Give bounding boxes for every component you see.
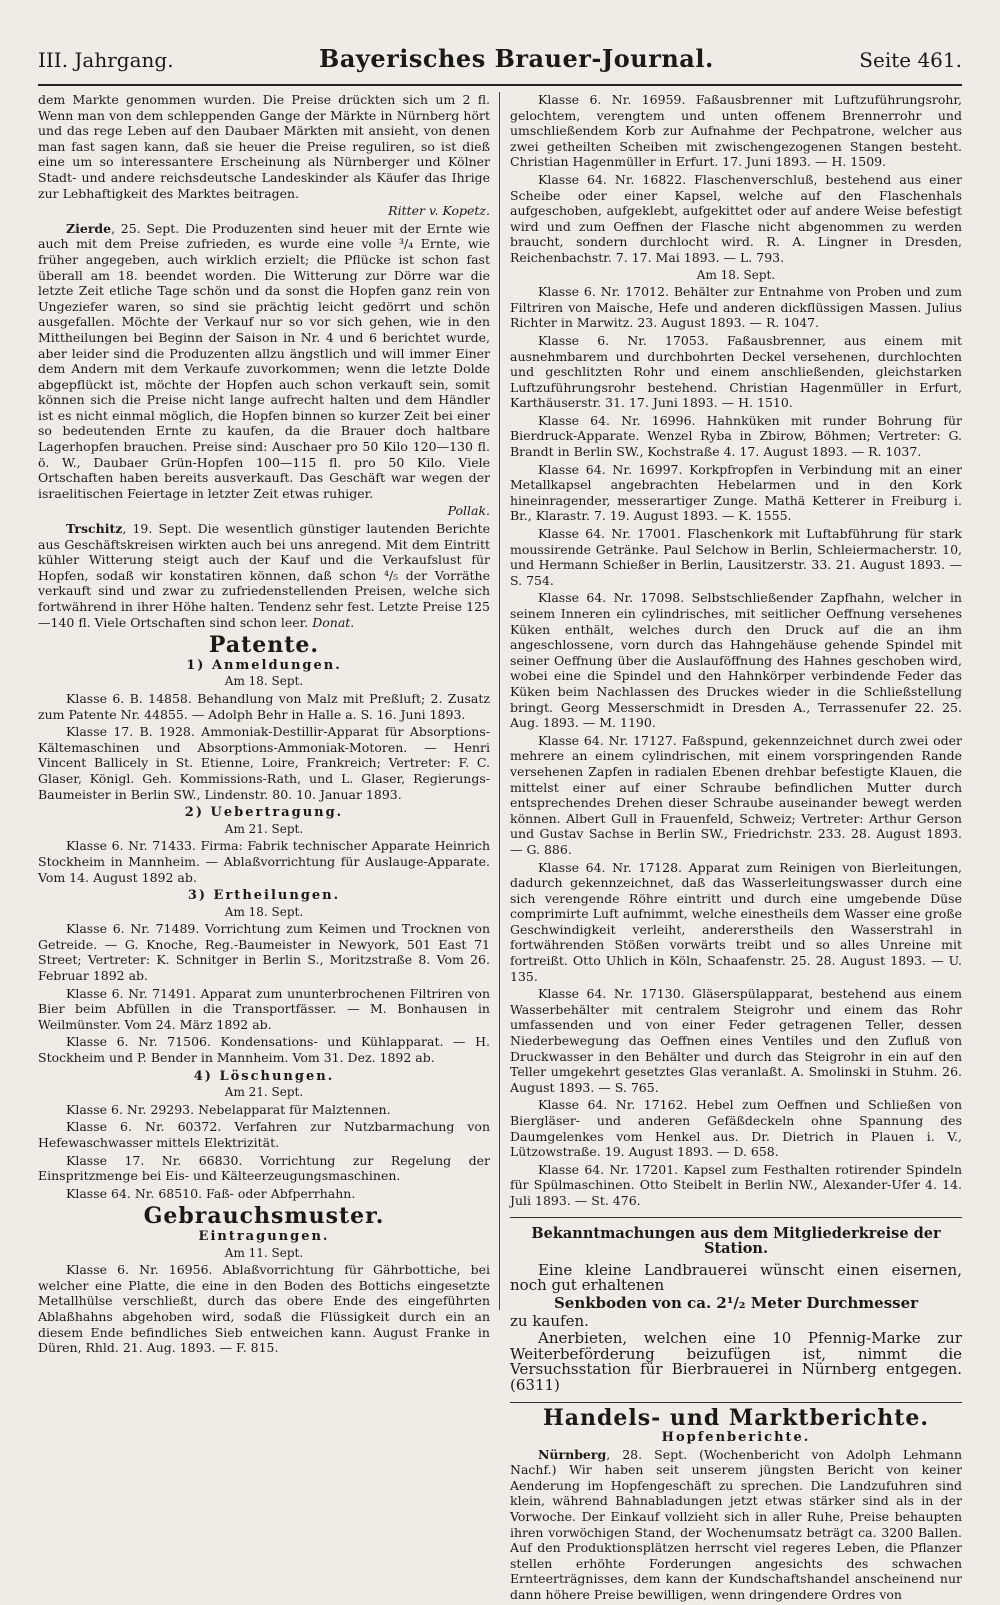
section-heading-gebrauchsmuster: Gebrauchsmuster. (143, 1203, 385, 1230)
patent-entry: Klasse 6. B. 14858. Behandlung von Malz mit Preßluft; 2. Zusatz zum Patente Nr. 44855. — Adolph Behr in Halle a. S. 16. Juni 1893. (38, 690, 490, 722)
subheading-loeschungen: 4) Löschungen. (193, 1068, 335, 1084)
section-heading-patente: Patente. (208, 632, 320, 659)
utility-model-entry: Klasse 64. Nr. 17128. Apparat zum Reinigen von Bierleitungen, dadurch gekennzeichnet, daß das Wasserleitungswasser durch eine sich verengende Röhre eintritt und durch eine umgebende Düse comprimirte Luft aufnimmt, welche einestheils dem Wasser eine große Geschwindigkeit verleiht, andererstheils den Wasserstrahl in fortwährenden Stößen vorwärts treibt und so alles Unreine mit fortreißt. Otto Uhlich in Köln, Schaafenstr. 25. 28. August 1893. — U. 135. (510, 859, 962, 984)
report-intro: dem Markte genommen wurden. Die Preise drückten sich um 2 fl. Wenn man von dem schleppenden Gange der Märkte in Nürnberg hört und das rege Leben auf den Daubaer Märkten mit ansieht, von denen man fast sagen kann, daß sie heuer die Preise reguliren, so ist dieß eine um so interessantere Erscheinung als Nürnberger und Kölner Stadt- und andere reichsdeutsche Landeskinder als Käufer das Ihrige zur Lebhaftigkeit des Marktes beitragen. (38, 92, 490, 201)
subheading-anmeldungen: 1) Anmeldungen. (186, 657, 342, 673)
notice-text: Anerbieten, welchen eine 10 Pfennig-Marke zur Weiterbeförderung beizufügen ist, nimmt die Versuchsstation für Bierbrauerei in Nürnberg entgegen. (6311) (510, 1329, 962, 1394)
entry-date: Am 18. Sept. (224, 674, 304, 689)
patent-entry: Klasse 6. Nr. 71506. Kondensations- und Kühlapparat. — H. Stockheim und P. Bender in Mannheim. Vom 31. Dez. 1892 ab. (38, 1034, 490, 1066)
utility-model-entry: Klasse 64. Nr. 16822. Flaschenverschluß, bestehend aus einer Scheibe oder einer Kapsel, welche auf den Flaschenhals aufgeschoben, aufgeklebt, aufgekittet oder auf andere Weise befestigt wird und zum Oeffnen der Flasche nicht abgenommen zu werden braucht, sondern durchlocht wird. R. A. Lingner in Dresden, Reichenbachstr. 7. 17. Mai 1893. — L. 793. (510, 171, 962, 265)
patent-entry: Klasse 17. B. 1928. Ammoniak-Destillir-Apparat für Absorptions-Kältemaschinen und Absorptions-Ammoniak-Motoren. — Henri Vincent Ballicely in St. Etienne, Loire, Frankreich; Vertreter: F. C. Glaser, Königl. Geh. Kommissions-Rath, und L. Glaser, Regierungs-Baumeister in Berlin SW., Lindenstr. 80. 10. Januar 1893. (38, 724, 490, 802)
entry-date: Am 21. Sept. (224, 821, 304, 836)
section-heading-bekanntmachungen: Bekanntmachungen aus dem Mitgliederkreise der Station. (531, 1224, 941, 1258)
patent-entry: Klasse 6. Nr. 71491. Apparat zum ununterbrochenen Filtriren von Bier beim Abfüllen in die Transportfässer. — M. Bonhausen in Weilmünster. Vom 24. März 1892 ab. (38, 985, 490, 1032)
header-rule (38, 84, 962, 86)
patent-entry: Klasse 64. Nr. 68510. Faß- oder Abfperrhahn. (66, 1185, 356, 1201)
patent-entry: Klasse 6. Nr. 29293. Nebelapparat für Malztennen. (66, 1101, 391, 1117)
report-trschitz (38, 521, 490, 630)
patent-entry: Klasse 17. Nr. 66830. Vorrichtung zur Regelung der Einspritzmenge bei Eis- und Kälteerzeugungsmaschinen. (38, 1152, 490, 1184)
report-signature: Ritter v. Kopetz. (388, 203, 490, 219)
utility-model-entry: Klasse 64. Nr. 17001. Flaschenkork mit Luftabführung für stark moussirende Getränke. Paul Selchow in Berlin, Schleiermacherstr. 10, und Hermann Schießer in Berlin, Lausitzerstr. 33. 21. August 1893. — S. 754. (510, 526, 962, 588)
page-header (38, 44, 962, 78)
column-divider (499, 92, 500, 1310)
right-column (510, 92, 962, 1605)
utility-model-entry: Klasse 64. Nr. 17162. Hebel zum Oeffnen und Schließen von Biergläser- und anderen Gefäßdeckeln ohne Spannung des Daumgelenkes vom Henkel aus. Dr. Dietrich in Plauen i. V., Lützowstraße. 19. August 1893. — D. 658. (510, 1097, 962, 1160)
report-zierde (38, 221, 490, 502)
utility-model-entry: Klasse 6. Nr. 17053. Faßausbrenner, aus einem mit ausnehmbarem und durchbohrten Deckel versehenen, durchlochten und geschlitzten Rohr und einem anschließenden, gleichstarken Luftzuführungsrohr bestehend. Christian Hagenmüller in Erfurt, Karthäuserstr. 31. 17. Juni 1893. — H. 1510. (510, 332, 962, 411)
report-text: , 19. Sept. Die wesentlich günstiger lautenden Berichte aus Geschäftskreisen wirkten auch bei uns anregend. Mit dem Eintritt kühler Witterung steigt auch der Kauf und die Verkaufslust für Hopfen, sodaß wir konstatiren können, daß schon ⁴/₅ der Vorräthe verkauft sind und zwar zu zufriedenstellenden Preisen, welche sich fortwährend in ihrer Höhe halten. Tendenz sehr fest. Letzte Preise 125—140 fl. Viele Ortschaften sind schon leer. (38, 521, 490, 630)
utility-model-entry: Klasse 6. Nr. 16959. Faßausbrenner mit Luftzuführungsrohr, gelochtem, verengtem und unten offenem Brennerrohr und umschließendem Korb zur Aufnahme der Pechpatrone, welcher aus zwei getheilten Scheiben mit zwischengezogenen Stangen besteht. Christian Hagenmüller in Erfurt. 17. Juni 1893. — H. 1509. (510, 92, 962, 170)
place-name: Nürnberg (538, 1446, 607, 1462)
utility-model-entry: Klasse 64. Nr. 17130. Gläserspülapparat, bestehend aus einem Wasserbehälter mit centralem Steigrohr und einem das Rohr umfassenden und von einer Feder getragenen Teller, dessen Niederbewegung das Oeffnen eines Ventiles und den Zufluß von Druckwasser in den Behälter und durch das Steigrohr in ein auf den Teller umgekehrt gesetztes Glas veranlaßt. A. Smolinski in Stuhm. 26. August 1893. — S. 765. (510, 986, 962, 1095)
utility-model-entry: Klasse 64. Nr. 16996. Hahnküken mit runder Bohrung für Bierdruck-Apparate. Wenzel Ryba in Zbirow, Böhmen; Vertreter: G. Brandt in Berlin SW., Kochstraße 4. 17. August 1893. — R. 1037. (510, 412, 962, 460)
utility-model-entry: Klasse 64. Nr. 17127. Faßspund, gekennzeichnet durch zwei oder mehrere an einem cylindrischen, mit einem vorspringenden Rande versehenen Zapfen in radialen Ebenen drehbar befestigte Klauen, die mittelst einer auf einer Schraube befindlichen Mutter durch entsprechendes Drehen dieser Schraube auseinander bewegt werden können. Albert Gull in Frauenfeld, Schweiz; Vertreter: Arthur Gerson und Gustav Sachse in Berlin SW., Friedrichstr. 233. 28. August 1893. — G. 886. (510, 732, 962, 857)
left-column (38, 92, 490, 1358)
utility-model-entry: Klasse 64. Nr. 16997. Korkpfropfen in Verbindung mit an einer Metallkapsel angebrachten Hebelarmen und in den Kork hineinragender, messerartiger Zunge. Mathä Ketterer in Freiburg i. Br., Klarastr. 7. 19. August 1893. — K. 1555. (510, 461, 962, 524)
patent-entry: Klasse 6. Nr. 71433. Firma: Fabrik technischer Apparate Heinrich Stockheim in Mannheim. — Ablaßvorrichtung für Auslauge-Apparate. Vom 14. August 1892 ab. (38, 838, 490, 885)
section-heading-handelsberichte: Handels- und Marktberichte. (542, 1404, 930, 1431)
volume-label: III. Jahrgang. (38, 48, 174, 72)
place-name: Trschitz (66, 521, 123, 537)
entry-date: Am 18. Sept. (224, 904, 304, 919)
entry-date: Am 11. Sept. (224, 1245, 304, 1260)
entry-date: Am 21. Sept. (224, 1085, 304, 1100)
notice-text: Eine kleine Landbrauerei wünscht einen eisernen, noch gut erhaltenen (510, 1260, 962, 1295)
section-rule (510, 1217, 962, 1218)
subheading-hopfenberichte: Hopfenberichte. (661, 1430, 811, 1446)
entry-date: Am 18. Sept. (696, 267, 776, 282)
notice-item: Senkboden von ca. 2¹/₂ Meter Durchmesser (553, 1293, 919, 1312)
page-number: Seite 461. (859, 48, 962, 72)
journal-title: Bayerisches Brauer-Journal. (319, 44, 714, 73)
report-text: , 25. Sept. Die Produzenten sind heuer mit der Ernte wie auch mit dem Preise zufrieden, es wurde eine volle ³/₄ Ernte, wie früher angegeben, auch wirklich erzielt; die Pflücke ist schon fast überall am 18. beendet worden. Die Witterung zur Dörre war die letzte Zeit etliche Tage schön und da sonst die Hopfen ganz rein von Ungeziefer waren, so sind sie prächtig leicht gedörrt und schön ausgefallen. Möchte der Verkauf nur so vor sich gehen, wie in den Mittheilungen bei Beginn der Saison in Nr. 4 und 6 berichtet wurde, aber leider sind die Produzenten allzu ängstlich und will immer Einer dem Andern mit dem Verkaufe zuvorkommen; wenn die letzte Dolde abgepflückt ist, möchte der Hopfen auch schon verkauft sein, somit können sich die Preise nicht lange aufrecht halten und dem Händler ist es nicht einmal möglich, die Hopfen binnen so kurzer Zeit bei einer so bedeutenden Ernte zu kaufen, da die Brauer doch haltbare Lagerhopfen brauchen. Preise sind: Auschaer pro 50 Kilo 120—130 fl. ö. W., Daubaer Grün-Hopfen 100—115 fl. pro 50 Kilo. Viele Ortschaften haben bereits ausverkauft. Das Geschäft war wegen der israelitischen Feiertage in letzter Zeit etwas ruhiger. (38, 220, 490, 501)
subheading-eintragungen: Eintragungen. (198, 1228, 330, 1244)
market-report-nuernberg (510, 1447, 962, 1603)
notice-text: zu kaufen. (510, 1311, 589, 1330)
report-signature: Pollak. (447, 503, 490, 519)
section-rule (510, 1402, 962, 1403)
utility-model-entry: Klasse 6. Nr. 16956. Ablaßvorrichtung für Gährbottiche, bei welcher eine Platte, die eine in den Boden des Bottichs eingesetzte Metallhülse verschließt, durch das obere Ende des eingeführten Ablaßhahns abgehoben wird, sodaß die Flüssigkeit durch ein an diesem Ende befindliches Sieb entweichen kann. August Franke in Düren, Rhld. 21. Aug. 1893. — F. 815. (38, 1262, 490, 1356)
report-text: , 28. Sept. (Wochenbericht von Adolph Lehmann Nachf.) Wir haben seit unserem jüngsten Bericht von keiner Aenderung im Hopfengeschäft zu sprechen. Die Landzufuhren sind klein, während Bahnabladungen jetzt etwas stärker sind als in der Vorwoche. Der Einkauf vollzieht sich in aller Ruhe, Preise behaupten ihren vorwöchigen Stand, der Wochenumsatz beträgt ca. 3200 Ballen. Auf den Produktionsplätzen herrscht viel regeres Leben, die Pflanzer stellen erhöhte Forderungen angesichts des schwachen Ernteerträgnisses, dem kann der Kundschaftshandel anscheinend nur dann höhere Preise bewilligen, wenn dringendere Ordres von (510, 1446, 962, 1603)
report-signature: Donat. (312, 614, 355, 630)
utility-model-entry: Klasse 64. Nr. 17098. Selbstschließender Zapfhahn, welcher in seinem Inneren ein cylindrisches, mit seitlicher Oeffnung versehenes Küken enthält, welches durch den Druck auf die an ihm angeschlossene, vorn durch das Hahngehäuse gehende Spindel mit seiner Oeffnung über die Auslauföffnung des Hahnes geschoben wird, wobei eine die Spindel und den Hahnkörper verbindende Feder das Küken beim Nachlassen des Druckes wieder in die Schließstellung bringt. Georg Messerschmidt in Dresden A., Terrassenufer 22. 25. Aug. 1893. — M. 1190. (510, 590, 962, 731)
subheading-uebertragung: 2) Uebertragung. (184, 805, 344, 821)
patent-entry: Klasse 6. Nr. 71489. Vorrichtung zum Keimen und Trocknen von Getreide. — G. Knoche, Reg.-Baumeister in Newyork, 501 East 71 Street; Vertreter: K. Schnitger in Berlin S., Moritzstraße 8. Vom 26. Februar 1892 ab. (38, 921, 490, 984)
utility-model-entry: Klasse 6. Nr. 17012. Behälter zur Entnahme von Proben und zum Filtriren von Maische, Hefe und anderen dickflüssigen Massen. Julius Richter in Marwitz. 23. August 1893. — R. 1047. (510, 284, 962, 331)
utility-model-entry: Klasse 64. Nr. 17201. Kapsel zum Festhalten rotirender Spindeln für Spülmaschinen. Otto Steibelt in Berlin NW., Alexander-Ufer 4. 14. Juli 1893. — St. 476. (510, 1161, 962, 1208)
subheading-ertheilungen: 3) Ertheilungen. (187, 888, 341, 904)
patent-entry: Klasse 6. Nr. 60372. Verfahren zur Nutzbarmachung von Hefewaschwasser mittels Elektrizität. (38, 1119, 490, 1150)
place-name: Zierde (66, 220, 112, 236)
